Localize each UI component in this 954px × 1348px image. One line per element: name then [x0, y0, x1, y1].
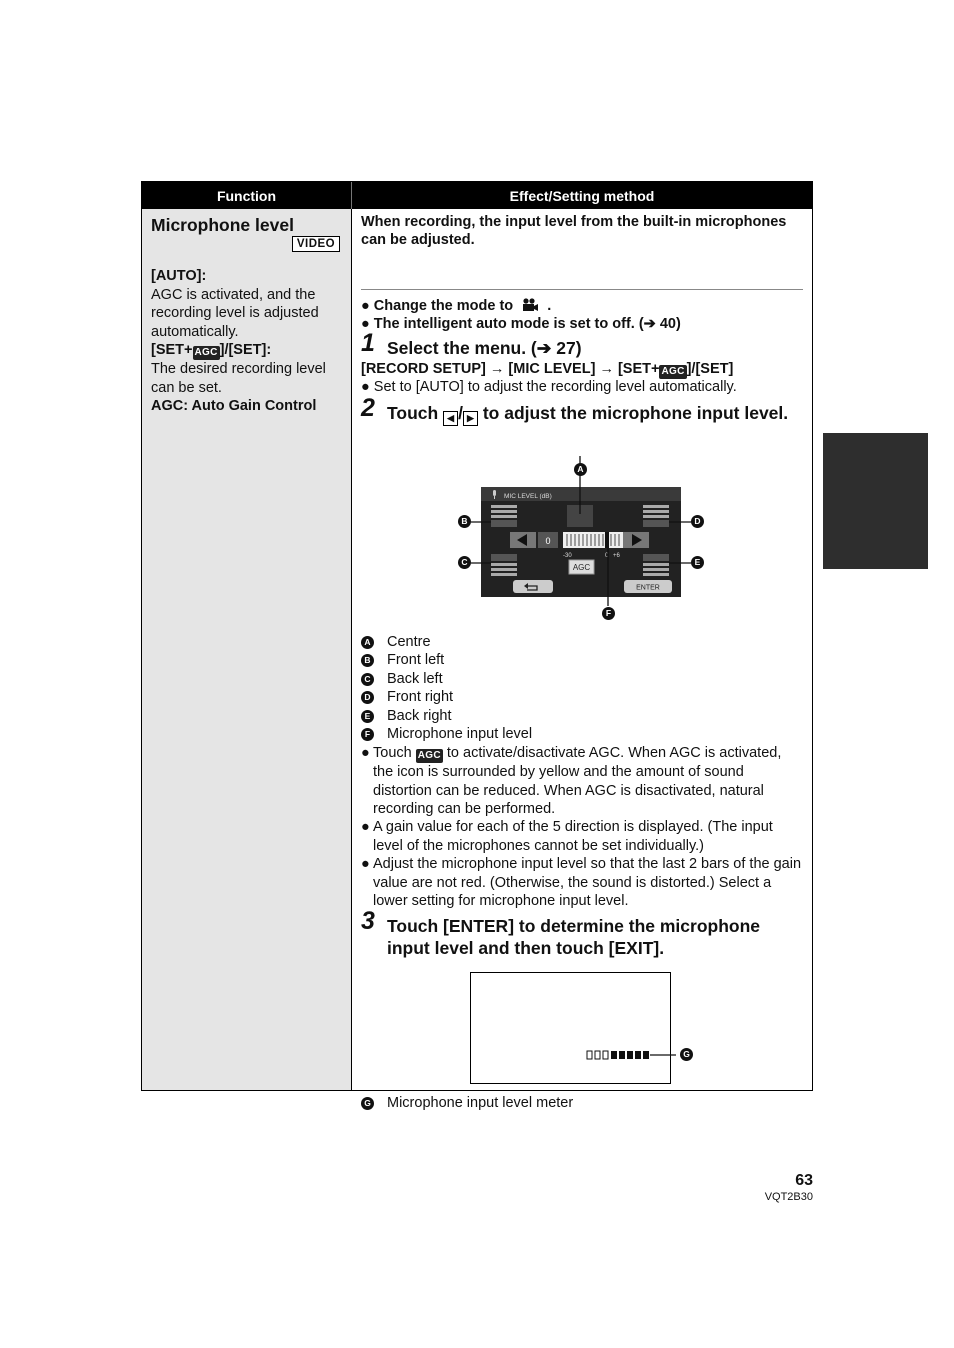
menu-path: [RECORD SETUP] → [MIC LEVEL] → [SET+ AGC ]/[SET] — [361, 361, 734, 377]
auto-description: AGC is activated, and the recording level is adjusted automatically. — [151, 286, 319, 340]
step-1 — [361, 329, 375, 358]
agc-button-label: AGC — [572, 563, 591, 572]
step-2-number: 2 — [361, 394, 375, 422]
note-gain-values: ● A gain value for each of the 5 direction is displayed. (The input level of the microphones cannot be set individually.) — [361, 819, 773, 854]
legend-c: C Back left — [361, 670, 374, 688]
left-arrow-icon: ◀ — [443, 411, 458, 426]
callout-f: F — [602, 607, 615, 620]
step-3-text: Touch [ENTER] to determine the microphone input level and then touch [EXIT]. — [387, 916, 761, 958]
mic-level-screen — [447, 456, 707, 626]
step-1-text: Select the menu. (➔ 27) — [387, 338, 582, 358]
level-indicator — [605, 532, 609, 548]
agc-icon: AGC — [194, 347, 218, 358]
table-header — [142, 182, 812, 209]
step-1-note: ● Set to [AUTO] to adjust the recording level automatically. — [361, 379, 737, 395]
agc-icon: AGC — [417, 750, 441, 761]
legend-f: F Microphone input level — [361, 725, 374, 743]
scale-min-label: -30 — [563, 553, 572, 559]
step-2 — [361, 394, 375, 423]
level-scale — [563, 532, 623, 548]
divider — [361, 289, 803, 290]
legend-b: B Front left — [361, 651, 374, 669]
level-value: 0 — [545, 536, 551, 546]
legend-e: E Back right — [361, 707, 374, 725]
video-mode-badge: VIDEO — [292, 236, 340, 252]
right-arrow-icon: ▶ — [463, 411, 478, 426]
agc-note: AGC: Auto Gain Control — [151, 398, 317, 414]
header-effect: Effect/Setting method — [509, 187, 655, 204]
function-table — [141, 181, 813, 1111]
function-name: Microphone level — [151, 215, 294, 235]
step-2-text: Touch ◀ / ▶ to adjust the microphone input level. — [387, 402, 797, 426]
scale-max-label: +6 — [613, 553, 620, 559]
step-3 — [361, 907, 375, 936]
effect-column — [352, 209, 812, 1111]
auto-label: [AUTO]: — [151, 268, 207, 284]
callout-g: G — [680, 1048, 693, 1061]
screen-title: MIC LEVEL (dB) — [504, 493, 552, 500]
page-number: 63 — [795, 1172, 813, 1189]
step-1-number: 1 — [361, 329, 375, 357]
callout-d: D — [691, 515, 704, 528]
scale-zero-label: 0 — [605, 553, 609, 559]
note-adjust-level: ● Adjust the microphone input level so that the last 2 bars of the gain value are not red. (Otherwise, the sound is distorted.) Select a lower setting for microphone input level. — [361, 856, 802, 909]
precondition-mode: ● Change the mode to . — [361, 298, 552, 314]
agc-icon: AGC — [661, 366, 685, 377]
callout-a: A — [574, 463, 587, 476]
movie-camera-icon — [521, 298, 539, 312]
chapter-tab — [823, 433, 928, 569]
level-meter — [586, 1049, 676, 1061]
legend-d: D Front right — [361, 688, 374, 706]
header-function: Function — [142, 182, 352, 209]
callout-b: B — [458, 515, 471, 528]
recording-screen — [470, 972, 671, 1084]
function-column — [142, 209, 352, 1090]
document-code: VQT2B30 — [764, 1191, 813, 1203]
set-description: The desired recording level can be set. — [151, 361, 326, 396]
step-3-number: 3 — [361, 907, 375, 935]
legend-g: G Microphone input level meter — [361, 1094, 374, 1112]
legend-a: A Centre — [361, 633, 374, 651]
precondition-intelligent-auto: ● The intelligent auto mode is set to off. (➔ 40) — [361, 316, 681, 332]
enter-button-label: ENTER — [636, 584, 660, 592]
set-label: [SET+ AGC ]/[SET]: — [151, 342, 272, 358]
note-agc-touch: ● Touch AGC to activate/disactivate AGC. When AGC is activated, the icon is surrounded by yellow and the amount of sound distortion can be reduced. When AGC is disactivated, natural recording can be performed. — [361, 745, 782, 817]
callout-c: C — [458, 556, 471, 569]
callout-e: E — [691, 556, 704, 569]
intro-text: When recording, the input level from the built-in microphones can be adjusted. — [361, 214, 787, 248]
